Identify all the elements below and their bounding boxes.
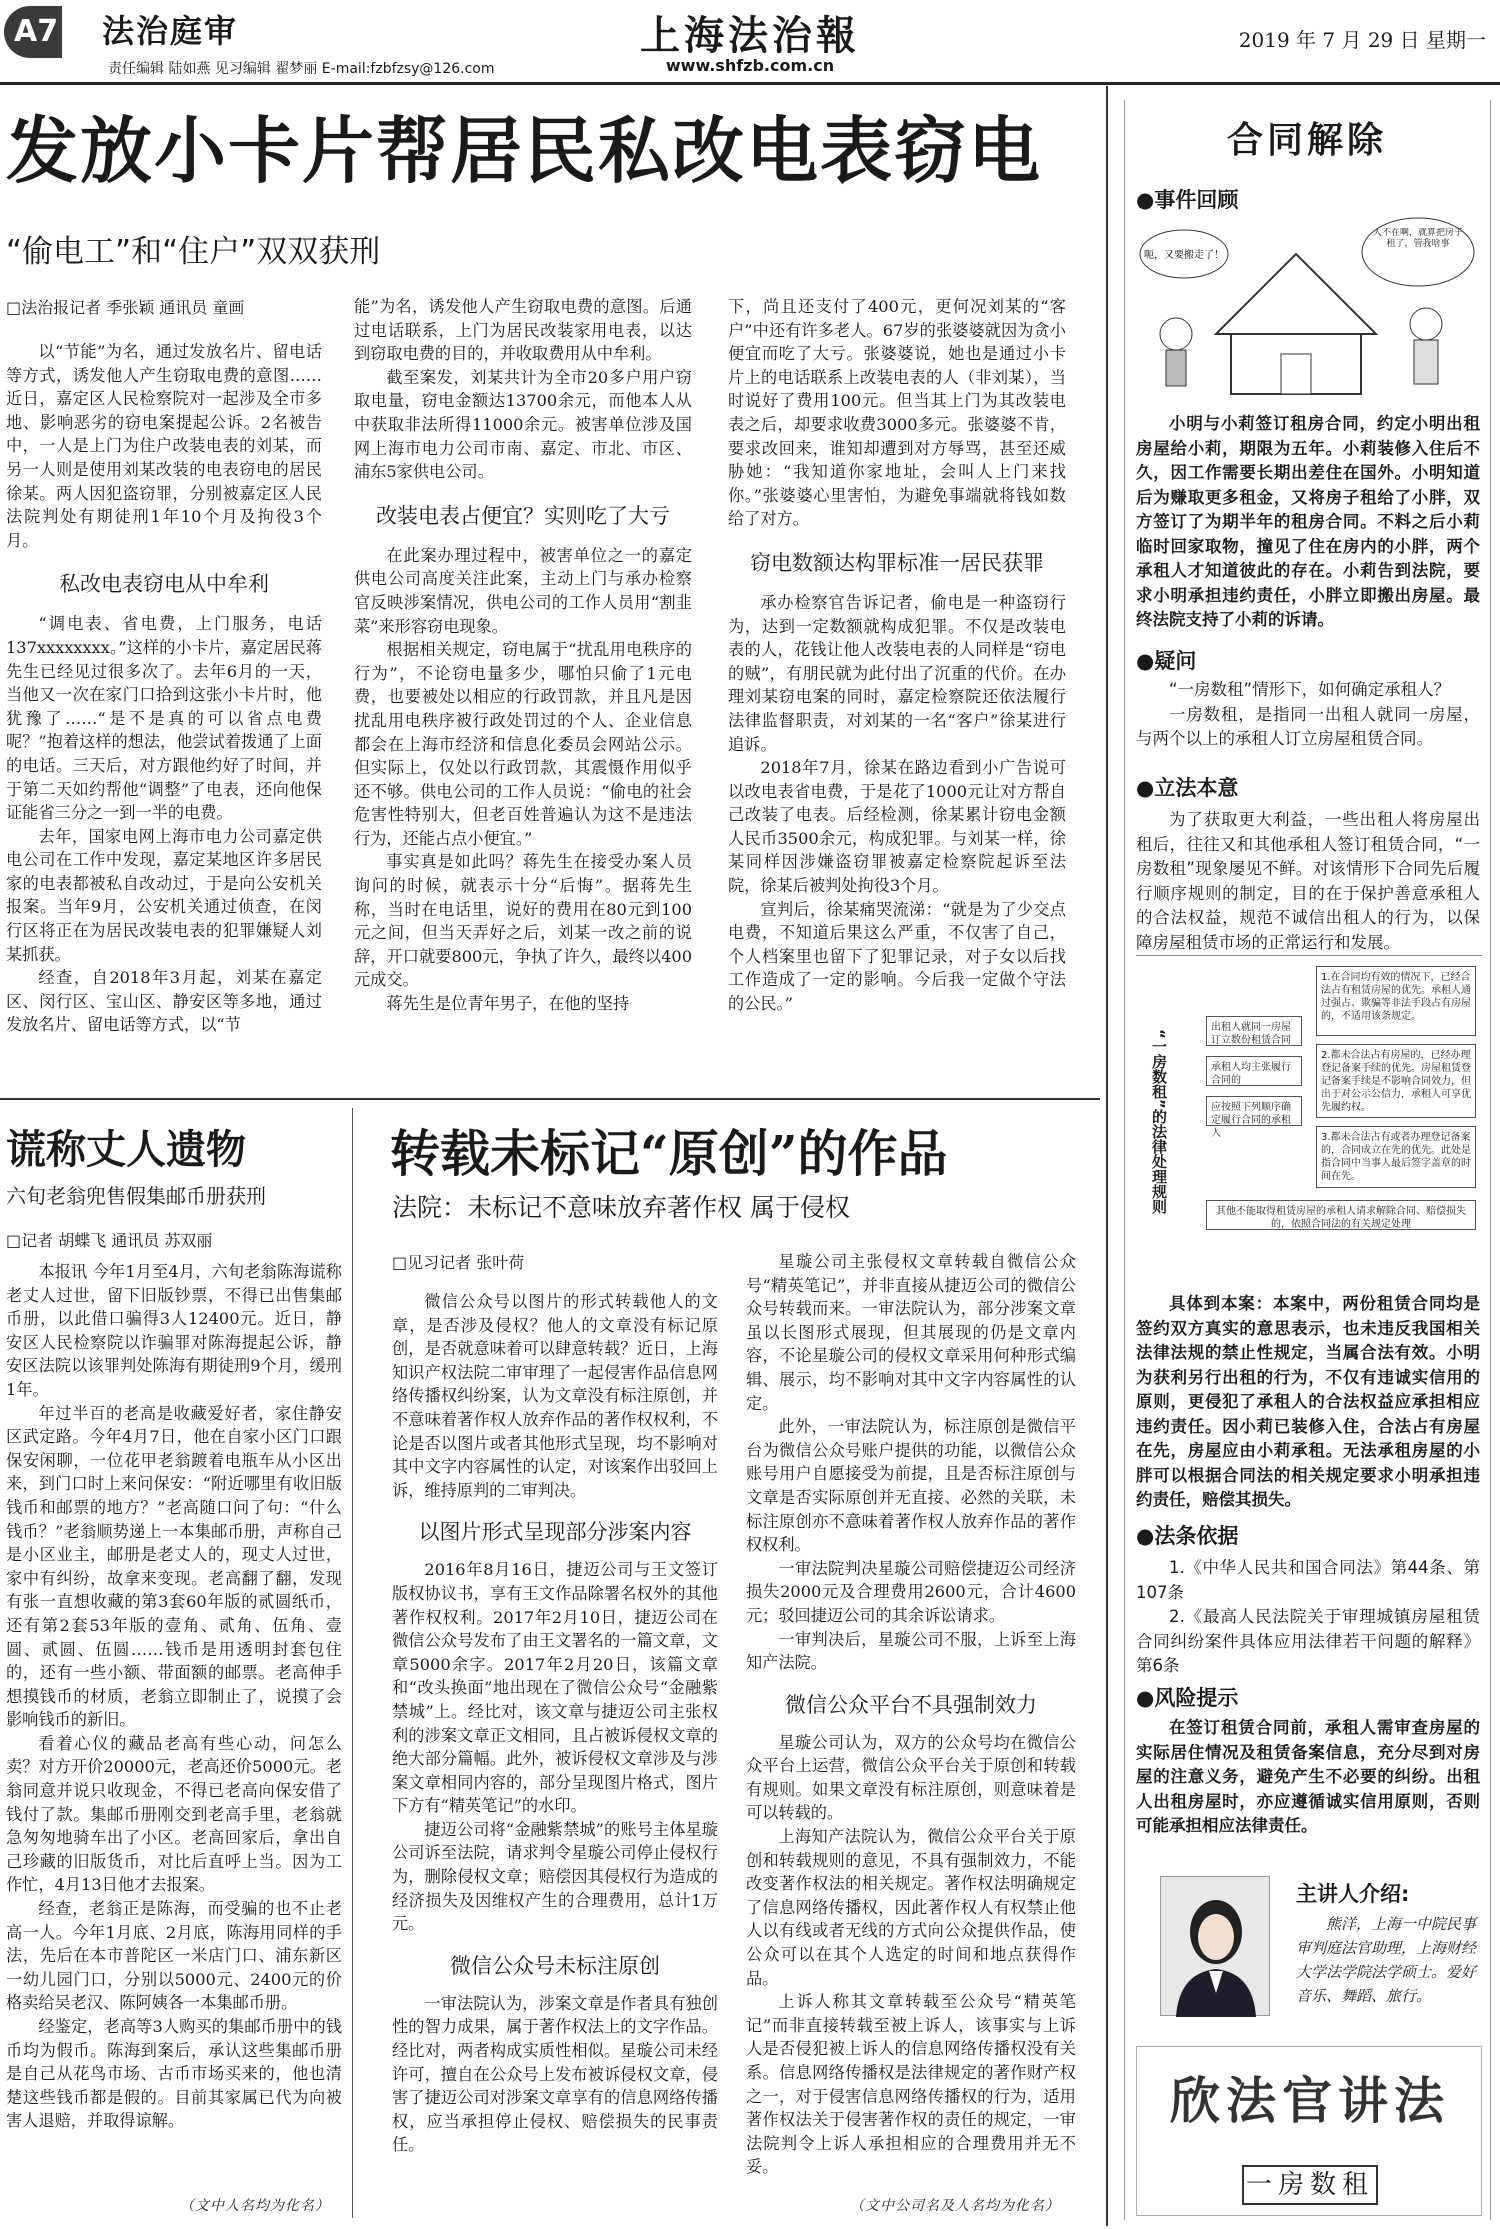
article3-subhead-2: 微信公众号未标注原创 <box>450 1953 660 1978</box>
article1-paragraph: 能”为名，诱发他人产生窃取电费的意图。后通过电话联系，上门为居民改装家用电表，以达到窃取电费的目的，并收取费用从中牟利。 <box>354 297 692 364</box>
article1-column-2 <box>354 295 692 1095</box>
article1-paragraph: “调电表、省电费，上门服务，电话137xxxxxxxx。”这样的小卡片，嘉定居民蒋先生已经见过很多次了。去年6月的一天，当他又一次在家门口拾到这张小卡片时，他犹豫了……“是不是真的可以省点电费呢？”抱着这样的想法，他尝试着拨通了上面的电话。三天后，对方跟他约好了时间，并于第二天如约帮他“调整”了电表，还向他保证能省三分之一到一半的电费。 <box>6 614 322 823</box>
article3-paragraph: 捷迈公司将“金融紫禁城”的账号主体星璇公司诉至法院，请求判令星璇公司停止侵权行为，删除侵权文章；赔偿因其侵权行为造成的经济损失及因维权产生的合理费用，总计1万元。 <box>392 1819 718 1934</box>
article3-paragraph: 微信公众号以图片的形式转载他人的文章，是否涉及侵权？他人的文章没有标记原创，是否就意味着可以肆意转载？近日，上海知识产权法院二审审理了一起侵害作品信息网络传播权纠纷案，认为文章没有标注原创，并不意味着著作权人放弃作品的著作权权利，不论是否以图片或者其他形式呈现，均不影响对其中文字内容属性的认定，对该案作出驳回上诉，维持原判的二审判决。 <box>392 1292 718 1500</box>
sidebar-paragraph: 2.《最高人民法院关于审理城镇房屋租赁合同纠纷案件具体应用法律若干问题的解释》第6条 <box>1136 1607 1480 1675</box>
diagram-box-left-3: 应按照下列顺序确定履行合同的承租人 <box>1206 1096 1302 1126</box>
sidebar-text-1: 小明与小莉签订租房合同，约定小明出租房屋给小莉，期限为五年。小莉装修入住后不久，因工作需要长期出差住在国外。小明知道后为赚取更多租金，又将房子租给了小胖，双方签订了为期半年的租房合同。不料之后小莉临时回家取物，撞见了住在房内的小胖，两个承租人才知道彼此的存在。小莉告到法院，要求小明承担违约责任，小胖立即搬出房屋。最终法院支持了小莉的诉请。 <box>1136 414 1480 629</box>
person-portrait-icon <box>1161 1877 1271 2017</box>
section-title: 法治庭审 <box>102 12 239 50</box>
person-left-head <box>1160 318 1192 350</box>
diagram-bottom-rule: 其他不能取得租赁房屋的承租人请求解除合同、赔偿损失的，依照合同法的有关规定处理 <box>1206 1200 1476 1230</box>
house-illustration <box>1136 214 1486 404</box>
article2-paragraph: 本报讯 今年1月至4月，六旬老翁陈海谎称老丈人过世，留下旧版钞票，不得已出售集邮币册，以此借口骗得3人12400元。近日，静安区人民检察院以诈骗罪对陈海提起公诉，静安区法院以该罪判处陈海有期徒刑9个月，缓刑1年。 <box>6 1262 342 1399</box>
article1-paragraph: 蒋先生是位青年男子，在他的坚持 <box>386 994 630 1014</box>
article3-byline: □见习记者 张叶荷 <box>392 1253 525 1272</box>
article1-column-3 <box>728 295 1066 1095</box>
diagram-rule-1: 1.在合同均有效的情况下，已经合法占有租赁房屋的优先。承租人通过强占、欺骗等非法手段占有房屋的，不适用该条规定。 <box>1316 966 1476 1036</box>
person-right-body <box>1414 340 1438 384</box>
article3-paragraph: 2016年8月16日，捷迈公司与王文签订版权协议书，享有王文作品除署名权外的其他著作权权利。2017年2月10日，捷迈公司在微信公众号发布了由王文署名的一篇文章，文章5000余字。2017年2月20日，该篇文章和“改头换面”地出现在了微信公众号“金融紫禁城”上。经比对，该文章与捷迈公司主张权利的涉案文章正文相同，且占被诉侵权文章的绝大部分篇幅。此外，被诉侵权文章涉及与涉案文章相同内容的，部分呈现图片格式，图片下方有“精英笔记”的水印。 <box>392 1560 718 1816</box>
article3-paragraph: 一审法院判决星璇公司赔偿捷迈公司经济损失2000元及合理费用2600元，合计4600元；驳回捷迈公司的其余诉讼请求。 <box>746 1558 1076 1625</box>
bullet-icon: ● <box>1136 776 1155 800</box>
diagram-rule-2: 2.都未合法占有房屋的，已经办理登记备案手续的优先。房屋租赁登记备案手续是不影响合同效力，但出于对公示公信力，承租人可享优先履约权。 <box>1316 1044 1476 1118</box>
diagram-vertical-title: “一房数租”的法律处理规则 <box>1138 1006 1178 1236</box>
article3-title: 转载未标记“原创”的作品 <box>390 1124 948 1183</box>
article1-paragraph: 在此案办理过程中，被害单位之一的嘉定供电公司高度关注此案，主动上门与承办检察官反映涉案情况，供电公司的工作人员用“割韭菜”来形容窃电现象。 <box>354 545 692 636</box>
speaker-bio: 熊洋，上海一中院民事审判庭法官助理，上海财经大学法学院法学硕士。爱好音乐、舞蹈、旅行。 <box>1296 1915 1477 2005</box>
article3-paragraph: 上诉人称其文章转载至公众号“精英笔记”而非直接转载至被上诉人，该事实与上诉人是否侵犯被上诉人的信息网络传播权没有关系。信息网络传播权是法律规定的著作财产权之一，对于侵害信息网络传播权的行为，适用著作权法关于侵害著作权的责任的规定，一审法院判令上诉人承担相应的合理费用并无不妥。 <box>746 1992 1076 2177</box>
bullet-icon: ● <box>1136 1524 1155 1548</box>
article2-subtitle: 六旬老翁兜售假集邮币册获刑 <box>6 1184 266 1208</box>
editors-line: 责任编辑 陆如燕 见习编辑 翟梦丽 E-mail:fzbfzsy@126.com <box>108 61 495 77</box>
article3-paragraph: 星璇公司主张侵权文章转载自微信公众号“精英笔记”，并非直接从捷迈公司的微信公众号转载而来。一审法院认为，部分涉案文章虽以长图形式展现，但其展现的仍是文章内容，不论星璇公司的侵权文章采用何种形式编辑、展示，均不影响对其中文字内容属性的认定。 <box>746 1252 1076 1413</box>
article2-note: （文中人名均为化名） <box>180 2198 330 2214</box>
sidebar-heading-2: ●疑问 <box>1136 649 1197 673</box>
article2-byline: □记者 胡蝶飞 通讯员 苏双丽 <box>6 1231 213 1250</box>
sidebar-title: 合同解除 <box>1226 120 1387 161</box>
article1-title: 发放小卡片帮居民私改电表窃电 <box>6 109 1043 193</box>
sidebar-paragraph: “一房数租”情形下，如何确定承租人？ <box>1169 680 1451 699</box>
sidebar-heading-4: ●法条依据 <box>1136 1524 1239 1548</box>
article3-paragraph: 一审法院认为，涉案文章是作者具有独创性的智力成果，属于著作权法上的文字作品。经比对，两者构成实质性相似。星璇公司未经许可，擅自在公众号上发布被诉侵权文章，侵害了捷迈公司对涉案文章享有的信息网络传播权，应当承担停止侵权、赔偿损失的民事责任。 <box>392 1993 718 2155</box>
newspaper-url[interactable]: www.shfzb.com.cn <box>665 56 835 75</box>
article2-paragraph: 看着心仪的藏品老高有些心动，问怎么卖？对方开价20000元，老高还价5000元。老翁同意并说只收现金，不得已老高向保安借了钱付了款。集邮币册刚交到老高手里，老翁就急匆匆地骑车出了小区。老高回家后，拿出自己珍藏的旧版货币，对比后直呼上当。因为工作忙，4月13日他才去报案。 <box>6 1733 342 1895</box>
newspaper-masthead: 上海法治報 <box>640 12 860 59</box>
speaker-photo <box>1160 1876 1270 2016</box>
article1-paragraph: 截至案发，刘某共计为全市20多户用户窃取电量，窃电金额达13700余元，而他本人从中获取非法所得11000余元。被害单位涉及国网上海市电力公司市南、嘉定、市北、市区、浦东5家供电公司。 <box>354 367 692 482</box>
sidebar-text-3: 为了获取更大利益，一些出租人将房屋出租后，往往又和其他承租人签订租赁合同，“一房数租”现象屡见不鲜。对该情形下合同先后履行顺序规则的制定，目的在于保护善意承租人的合法权益，规范不诚信出租人的行为，以保障房屋租赁市场的正常运行和发展。 <box>1136 810 1480 952</box>
article2-paragraph: 年过半百的老高是收藏爱好者，家住静安区武定路。今年4月7日，他在自家小区门口跟保安闲聊，一位花甲老翁踱着电瓶车从小区出来，到门口时上来问保安：“附近哪里有收旧版钱币和邮票的地方？”老高随口问了句：“什么钱币？”老翁顺势递上一本集邮币册，声称自己是小区业主，邮册是老丈人的，现丈人过世，家中有纠纷，故拿来变现。老高翻了翻，发现有张一直想收藏的第3套60年版的贰圆纸币，还有第2套53年版的壹角、贰角、伍角、壹圆、贰圆、伍圆……钱币是用透明封套包住的，还有一些小额、带面额的邮票。老高伸手想摸钱币的材质，老翁立即制止了，说摸了会影响钱币的新旧。 <box>6 1403 342 1730</box>
article3-paragraph: 上海知产法院认为，微信公众平台关于原创和转载规则的意见，不具有强制效力，不能改变著作权法的相关规定。著作权法明确规定了信息网络传播权，因此著作权人有权禁止他人以有线或者无线的方式向公众提供作品，使公众可以在其个人选定的时间和地点获得作品。 <box>746 1827 1076 1988</box>
article2-title: 谎称丈人遗物 <box>6 1126 246 1173</box>
article1-paragraph: 宣判后，徐某痛哭流涕：“就是为了少交点电费，不知道后果这么严重，不仅害了自己，个人档案里也留下了犯罪记录，对子女以后找工作造成了一定的影响。今后我一定做个守法的公民。” <box>728 899 1066 1014</box>
sidebar-text-5: 在签订租赁合同前，承租人需审查房屋的实际居住情况及租赁备案信息，充分尽到对房屋的注意义务，避免产生不必要的纠纷。出租人出租房屋时，亦应遵循诚实信用原则，否则可能承担相应法律责任。 <box>1136 1718 1480 1835</box>
article1-paragraph: 根据相关规定，窃电属于“扰乱用电秩序的行为”，不论窃电量多少，哪怕只偷了1元电费，也要被处以相应的行政罚款，并且凡是因扰乱用电秩序被行政处罚过的个人、企业信息都会在上海市经济和信息化委员会网站公示。但实际上，仅处以行政罚款，其震慑作用似乎还不够。供电公司的工作人员说：“偷电的社会危害性特别大，但老百姓普遍认为这不是违法行为，还能占点小便宜。” <box>354 640 692 848</box>
article1-paragraph: 去年，国家电网上海市电力公司嘉定供电公司在工作中发现，嘉定某地区许多居民家的电表都被私自改动过，于是向公安机关报案。当年9月，公安机关通过侦查，在闵行区将正在为居民改装电表的犯罪嫌疑人刘某抓获。 <box>6 826 322 964</box>
article1-byline: □法治报记者 季张颖 通讯员 童画 <box>6 298 245 317</box>
sidebar-paragraph: 一房数租，是指同一出租人就同一房屋，与两个以上的承租人订立房屋租赁合同。 <box>1136 704 1480 748</box>
column-logo <box>1136 2046 1482 2216</box>
column-logo-topic: 一房数租 <box>1242 2165 1378 2205</box>
article1-paragraph: 2018年7月，徐某在路边看到小广告说可以改电表省电费，于是花了1000元让对方帮自己改装了电表。后经检测，徐某累计窃电金额人民币3500余元，构成犯罪。与刘某一样，徐某同样因涉嫌盗窃罪被嘉定检察院起诉至法院，徐某后被判处拘役3个月。 <box>728 758 1066 896</box>
bubble-text-right: 人不在啊，就算把房子租了，管我啥事 <box>1372 228 1463 249</box>
diagram-rule-3: 3.都未合法占有或者办理登记备案的，合同成立在先的优先。此处是指合同中当事人最后签字盖章的时间在先。 <box>1316 1126 1476 1188</box>
bullet-icon: ● <box>1136 649 1155 673</box>
article1-paragraph: 下，尚且还支付了400元，更何况刘某的“客户”中还有许多老人。67岁的张婆婆就因为贪小便宜而吃了大亏。张婆婆说，她也是通过小卡片上的电话联系上改装电表的人（非刘某），当时说好了费用100元。但当其上门为其改装电表之后，却要求收费3000多元。张婆婆不肯，要求改回来，谁知却遭到对方辱骂，甚至还威胁她：“我知道你家地址，会叫人上门来找你。”张婆婆心里害怕，为避免事端就将钱如数给了对方。 <box>728 297 1066 529</box>
article1-column-1 <box>6 340 322 1100</box>
article3-subhead-3: 微信公众平台不具强制效力 <box>785 1692 1037 1717</box>
sidebar-text-3b: 具体到本案：本案中，两份租赁合同均是签约双方真实的意思表示，也未违反我国相关法律法规的禁止性规定，当属合法有效。小明为获利另行出租的行为，不仅有违诚实信用的原则，更侵犯了承租人的合法权益应承担相应违约责任。因小莉已装修入住，合法占有房屋在先，房屋应由小莉承租。无法承租房屋的小胖可以根据合同法的相关规定要求小明承担违约责任，赔偿其损失。 <box>1136 1294 1480 1509</box>
house-door <box>1281 354 1311 394</box>
article1-paragraph: 承办检察官告诉记者，偷电是一种盗窃行为，达到一定数额就构成犯罪。不仅是改装电表的人，花钱让他人改装电表的人同样是“窃电的贼”，有朋民就为此付出了沉重的代价。在办理刘某窃电案的同时，嘉定检察院还依法履行法律监督职责，对刘某的一名“客户”徐某进行追诉。 <box>728 592 1066 754</box>
article2-column <box>6 1260 342 2190</box>
column-divider <box>352 1108 353 2218</box>
issue-date: 2019 年 7 月 29 日 星期一 <box>1238 28 1486 52</box>
person-right-head <box>1410 308 1442 340</box>
sidebar-heading-1: ●事件回顾 <box>1136 188 1239 212</box>
sidebar-heading-5: ●风险提示 <box>1136 1686 1239 1710</box>
article2-paragraph: 经查，老翁正是陈海，而受骗的也不止老高一人。今年1月底、2月底，陈海用同样的手法，先后在本市普陀区一米店门口、浦东新区一幼儿园门口，分别以5000元、2400元的价格卖给吴老汉、陈阿姨各一本集邮币册。 <box>6 1899 342 2013</box>
page-number-badge: A7 <box>4 6 62 58</box>
article3-column-1 <box>392 1290 718 2210</box>
bullet-icon: ● <box>1136 188 1155 212</box>
sidebar-divider <box>1106 86 1108 2226</box>
article1-paragraph: 经查，自2018年3月起，刘某在嘉定区、闵行区、宝山区、静安区等多地，通过发放名片、留电话等方式，以“节 <box>6 968 322 1035</box>
sidebar-frame-right <box>1490 100 1491 2220</box>
article3-subhead-1: 以图片形式呈现部分涉案内容 <box>418 1520 692 1545</box>
diagram-box-left-2: 承租人均主张履行合同的 <box>1206 1056 1302 1086</box>
person-left-body <box>1166 350 1186 386</box>
legal-rules-diagram <box>1136 955 1482 1275</box>
sidebar-text-4 <box>1136 1556 1480 1679</box>
article1-paragraph: 以“节能”为名，通过发放名片、留电话等方式，诱发他人产生窃取电费的意图……近日，嘉定区人民检察院对一起涉及全市多地、影响恶劣的窃电案提起公诉。2名被告中，一人是上门为住户改装电表的刘某，而另一人则是使用刘某改装的电表窃电的居民徐某。两人因犯盗窃罪，分别被嘉定区人民法院判处有期徒刑1年10个月及拘役3个月。 <box>6 342 322 550</box>
article2-paragraph: 经鉴定，老高等3人购买的集邮币册中的钱币均为假币。陈海到案后，承认这些集邮币册是自己从花鸟市场、古币市场买来的，他也清楚这些钱币都是假的。目前其家属已代为向被害人退赔，并取得谅解。 <box>6 2017 342 2131</box>
article3-paragraph: 一审判决后，星璇公司不服，上诉至上海知产法院。 <box>746 1629 1076 1673</box>
speaker-heading: 主讲人介绍: <box>1296 1882 1410 1906</box>
bubble-text-left: 呃，又要搬走了！ <box>1144 250 1224 261</box>
article1-subtitle: “偷电工”和“住户”双双获刑 <box>6 234 381 270</box>
article3-column-2 <box>746 1250 1076 2190</box>
article3-paragraph: 星璇公司认为，双方的公众号均在微信公众平台上运营，微信公众平台关于原创和转载有规则。如果文章没有标注原创，则意味着是可以转载的。 <box>746 1732 1076 1823</box>
column-logo-text: 欣法官讲法 <box>1170 2072 1450 2130</box>
house-roof <box>1216 254 1376 334</box>
sidebar-frame-left <box>1124 100 1125 2220</box>
bullet-icon: ● <box>1136 1686 1155 1710</box>
sidebar-heading-3: ●立法本意 <box>1136 776 1239 800</box>
article3-paragraph: 此外，一审法院认为，标注原创是微信平台为微信公众号账户提供的功能，以微信公众账号用户自愿接受为前提，且是否标注原创与文章是否实际原创并无直接、必然的关联，未标注原创亦不意味着著作权人放弃作品的著作权权利。 <box>746 1417 1076 1555</box>
sidebar-paragraph: 1.《中华人民共和国合同法》第44条、第107条 <box>1136 1558 1480 1602</box>
article3-note: （文中公司名及人名均为化名） <box>850 2198 1060 2214</box>
article1-subhead-1: 私改电表窃电从中牟利 <box>59 572 269 597</box>
sidebar-text-2 <box>1136 678 1480 752</box>
article-divider <box>0 1098 1100 1100</box>
article1-subhead-2: 改装电表占便宜？实则吃了大亏 <box>376 503 670 528</box>
header-rule <box>0 82 1500 85</box>
article1-paragraph: 事实真是如此吗？蒋先生在接受办案人员询问的时候，就表示十分“后悔”。据蒋先生称，当时在电话里，说好的费用在80元到100元之间，但当天弄好之后，刘某一改之前的说辞，开口就要800元，争执了许久，最终以400元成交。 <box>354 852 692 990</box>
diagram-box-left-1: 出租人就同一房屋订立数份租赁合同 <box>1206 1016 1302 1046</box>
article3-subtitle: 法院：未标记不意味放弃著作权 属于侵权 <box>392 1193 850 1222</box>
article1-subhead-3: 窃电数额达构罪标准一居民获罪 <box>750 550 1044 575</box>
